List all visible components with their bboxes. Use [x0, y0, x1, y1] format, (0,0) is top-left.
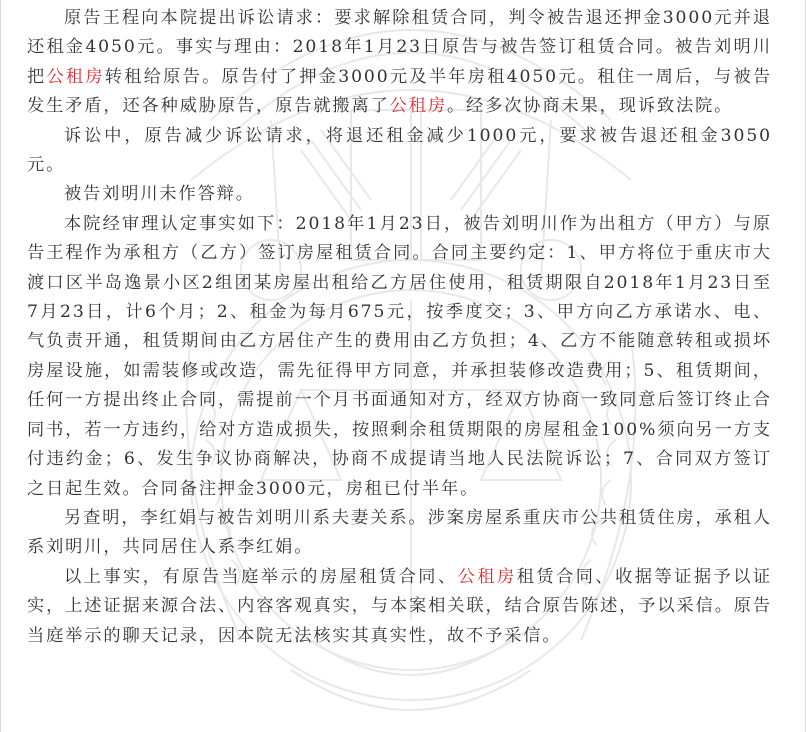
paragraph-further-findings: [27, 504, 772, 563]
text-segment: 另查明，李红娟与被告刘明川系夫妻关系。涉案房屋系重庆市公共租赁住房，承租人系刘明川，共同居住人系李红娟。: [27, 507, 772, 558]
text-segment: 转租给原告。原告付了押金3000元及半年房租4050元。租住一周后，与被告发生矛盾，还各种威胁原告，原告就搬离了: [27, 66, 772, 117]
highlight-public-rental-housing: 公租房: [457, 566, 517, 587]
paragraph-claim-reduction: [27, 122, 772, 181]
text-segment: 租赁合同、收据等证据予以证实，上述证据来源合法、内容客观真实，与本案相关联，结合原告陈述，予以采信。原告当庭举示的聊天记录，因本院无法核实其真实性，故不予采信。: [27, 566, 772, 646]
highlight-public-rental-housing: 公租房: [46, 66, 105, 87]
judgment-text-body: [27, 4, 772, 651]
text-segment: 诉讼中，原告减少诉讼请求，将退还租金减少1000元，要求被告退还租金3050元。: [27, 125, 772, 176]
text-segment: 以上事实，有原告当庭举示的房屋租赁合同、: [63, 566, 458, 587]
paragraph-plaintiff-claim: [27, 4, 772, 122]
text-segment: 。经多次协商未果，现诉致法院。: [446, 96, 734, 117]
text-segment: 本院经审理认定事实如下：2018年1月23日，被告刘明川作为出租方（甲方）与原告王程作为承租方（乙方）签订房屋租赁合同。合同主要约定：1、甲方将位于重庆市大渡口区半岛逸景小区2组团某房屋出租给乙方居住使用，租赁期限自2018年1月23日至7月23日，计6个月；2、租金为每月675元，按季度交；3、甲方向乙方承诺水、电、气负责开通，租赁期间由乙方居住产生的费用由乙方负担；4、乙方不能随意转租或损坏房屋设施，如需装修或改造，需先征得甲方同意，并承担装修改造费用；5、租赁期间，任何一方提出终止合同，需提前一个月书面通知对方，经双方协商一致同意后签订终止合同书，若一方违约，给对方造成损失，按照剩余租赁期限的房屋租金100%须向另一方支付违约金；6、发生争议协商解决，协商不成提请当地人民法院诉讼；7、合同双方签订之日起生效。合同备注押金3000元，房租已付半年。: [27, 213, 772, 499]
paragraph-facts-found: [27, 210, 772, 504]
highlight-public-rental-housing: 公租房: [389, 96, 447, 117]
text-segment: 被告刘明川未作答辩。: [63, 184, 255, 205]
paragraph-evidence: [27, 563, 772, 651]
paragraph-defendant-no-defense: [27, 180, 772, 209]
text-segment: 原告王程向本院提出诉讼请求：要求解除租赁合同，判令被告退还押金3000元并退还租金4050元。事实与理由：2018年1月23日原告与被告签订租赁合同。被告刘明川把: [27, 8, 772, 87]
